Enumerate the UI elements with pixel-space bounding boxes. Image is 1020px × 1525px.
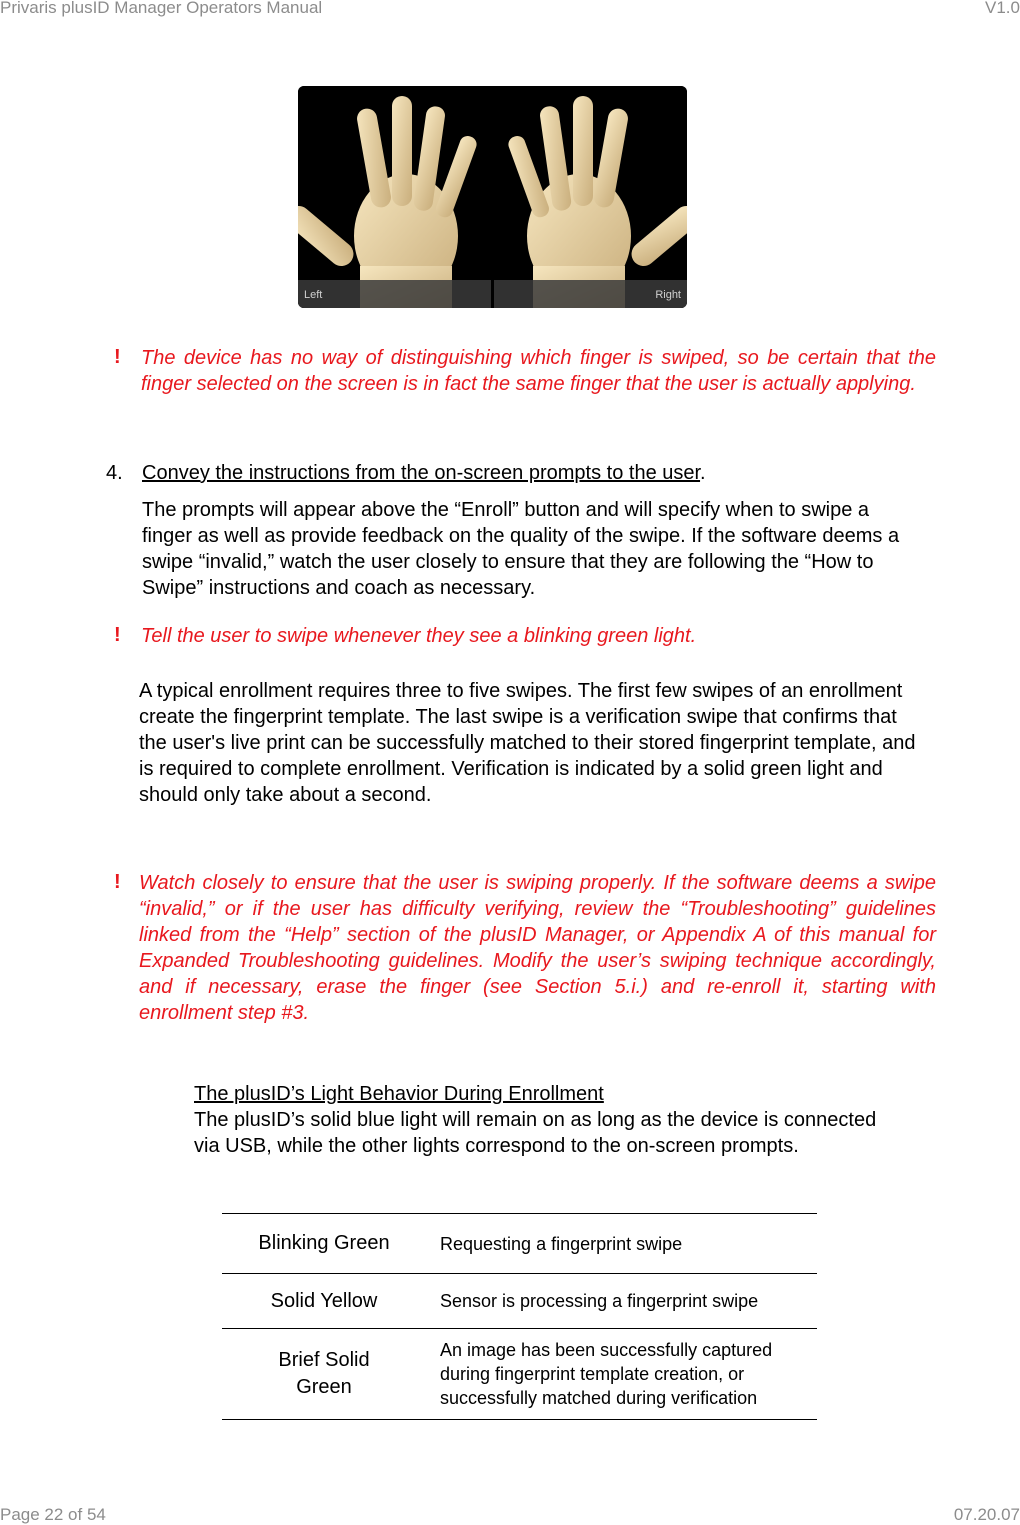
- hands-image: [298, 86, 687, 308]
- footer-date: 07.20.07: [953, 1505, 1020, 1524]
- step-title: [142, 460, 706, 486]
- light-section-body: The plusID’s solid blue light will remain on as long as the device is connected via USB, while the other lights correspond to the on-screen prompts.: [194, 1109, 877, 1157]
- table-row: [222, 1274, 817, 1329]
- warning-icon: !: [114, 346, 121, 368]
- note-finger-selection: The device has no way of distinguishing which finger is swiped, so be certain that the finger selected on the screen is in fact the same finger that the user is actually applying.: [141, 347, 936, 395]
- light-description: An image has been successfully captured during fingerprint template creation, or successfully matched during verification: [426, 1329, 817, 1420]
- enrollment-paragraph: A typical enrollment requires three to five swipes. The first few swipes of an enrollment create the fingerprint template. The last swipe is a verification swipe that confirms that the user's live print can be successfully matched to their stored fingerprint template, and is required to complete enrollment. Verification is indicated by a solid green light and should only take about a second.: [139, 680, 916, 806]
- hands-illustration: [298, 86, 687, 308]
- footer-page: Page 22 of 54: [0, 1505, 106, 1524]
- warning-icon: !: [114, 624, 121, 646]
- table-row: [222, 1329, 817, 1420]
- light-state: Solid Yellow: [222, 1274, 426, 1329]
- step-title-text: Convey the instructions from the on-screen prompts to the user: [142, 462, 701, 484]
- note-blinking-green: Tell the user to swipe whenever they see a blinking green light.: [141, 625, 697, 647]
- header-version: V1.0: [985, 0, 1020, 17]
- step-body: The prompts will appear above the “Enroll” button and will specify when to swipe a finger as well as provide feedback on the quality of the swipe. If the software deems a swipe “invalid,” watch the user closely to ensure that they are following the “How to Swipe” instructions and coach as necessary.: [142, 499, 900, 599]
- light-state: Brief Solid Green: [222, 1329, 426, 1420]
- light-behavior-table: [222, 1213, 817, 1420]
- note-troubleshooting: Watch closely to ensure that the user is swiping properly. If the software deems a swipe “invalid,” or if the user has difficulty verifying, review the “Troubleshooting” guidelines linked from the “Help” section of the plusID Manager, or Appendix A of this manual for Expanded Troubleshooting guidelines. Modify the user’s swiping technique accordingly, and if necessary, erase the finger (see Section 5.i.) and re-enroll it, starting with enrollment step #3.: [139, 872, 936, 1024]
- header-title: Privaris plusID Manager Operators Manual: [0, 0, 323, 17]
- warning-icon: !: [114, 871, 121, 893]
- step-number: 4.: [106, 462, 123, 484]
- table-row: [222, 1214, 817, 1274]
- light-description: Sensor is processing a fingerprint swipe: [426, 1274, 817, 1329]
- right-label: Right: [655, 289, 681, 301]
- light-section-title-text: The plusID’s Light Behavior During Enrollment: [194, 1083, 604, 1105]
- light-description: Requesting a fingerprint swipe: [426, 1214, 817, 1274]
- light-state: Blinking Green: [222, 1214, 426, 1274]
- left-label: Left: [304, 289, 323, 301]
- step-title-period: .: [700, 462, 706, 484]
- light-section-title: [194, 1081, 604, 1107]
